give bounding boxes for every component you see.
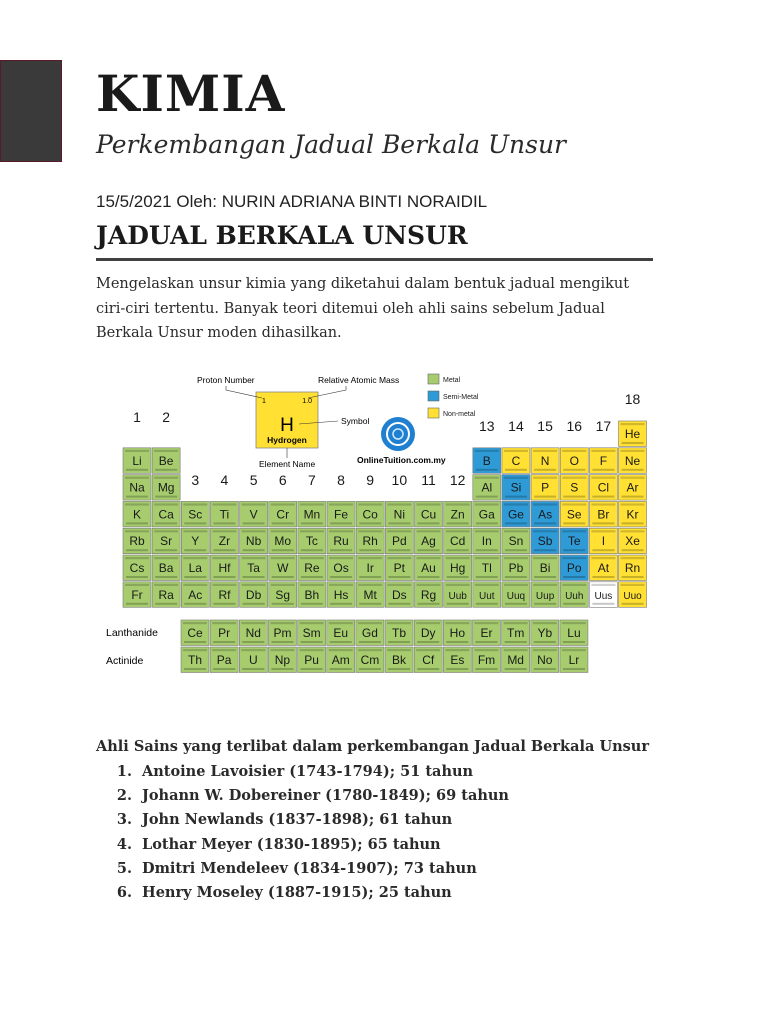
- svg-text:Lu: Lu: [567, 626, 581, 640]
- element-cell-tc: [298, 528, 326, 554]
- element-cells: [123, 421, 647, 607]
- svg-text:Ba: Ba: [158, 561, 174, 575]
- group-label-12: 12: [449, 472, 466, 488]
- svg-text:Fe: Fe: [334, 507, 349, 522]
- svg-text:Mo: Mo: [274, 534, 292, 549]
- svg-text:In: In: [481, 534, 492, 549]
- svg-text:Tl: Tl: [481, 561, 492, 575]
- element-cell-ag: [415, 528, 443, 554]
- element-cell-at: [589, 555, 617, 581]
- element-cell-sb: [531, 528, 559, 554]
- scientists-list: [96, 761, 509, 906]
- element-cell-te: [560, 528, 588, 554]
- element-cell-es: [443, 647, 471, 673]
- key-label-symbol: Symbol: [341, 416, 370, 426]
- svg-text:Nd: Nd: [245, 626, 261, 640]
- svg-text:Te: Te: [567, 534, 581, 549]
- svg-text:O: O: [569, 453, 579, 468]
- svg-text:Pu: Pu: [304, 653, 319, 667]
- intro-paragraph: Mengelaskan unsur kimia yang diketahui dalam bentuk jadual mengikut ciri-ciri tertentu. Banyak teori ditemui oleh ahli sains sebelum Jadual Berkala Unsur moden dihasilkan.: [96, 276, 630, 341]
- group-label-17: 17: [595, 418, 612, 434]
- svg-text:Bk: Bk: [392, 653, 407, 667]
- svg-text:Re: Re: [304, 561, 320, 575]
- lanthanide-label: Lanthanide: [106, 627, 158, 639]
- group-label-9: 9: [366, 472, 375, 488]
- svg-text:Np: Np: [274, 653, 291, 667]
- group-label-5: 5: [249, 472, 258, 488]
- svg-text:Eu: Eu: [333, 626, 349, 640]
- element-cell-si: [502, 475, 530, 501]
- element-cell-ce: [181, 620, 209, 646]
- svg-text:F: F: [599, 453, 608, 468]
- svg-text:Sn: Sn: [508, 534, 524, 549]
- element-cell-tb: [385, 620, 413, 646]
- element-cell-hg: [444, 555, 472, 581]
- svg-text:Pr: Pr: [218, 626, 231, 640]
- periodic-table-figure: [96, 366, 656, 684]
- actinide-label: Actinide: [106, 655, 144, 667]
- svg-text:He: He: [624, 427, 641, 441]
- svg-text:Ti: Ti: [219, 507, 230, 522]
- element-cell-y: [181, 528, 209, 554]
- element-cell-ta: [240, 555, 268, 581]
- svg-text:Na: Na: [129, 480, 145, 495]
- key-label-atomic-mass: Relative Atomic Mass: [318, 375, 400, 385]
- element-cell-bi: [531, 555, 559, 581]
- page-subtitle: Perkembangan Jadual Berkala Unsur: [96, 130, 567, 159]
- svg-text:Pb: Pb: [508, 561, 524, 575]
- svg-text:Ce: Ce: [187, 626, 203, 640]
- svg-text:At: At: [597, 561, 610, 575]
- svg-text:Am: Am: [331, 653, 350, 667]
- svg-text:Ac: Ac: [188, 587, 203, 602]
- element-cell-cr: [269, 501, 297, 527]
- element-cell-o: [560, 448, 588, 474]
- element-cell-mn: [298, 501, 326, 527]
- group-label-10: 10: [391, 472, 408, 488]
- element-cell-al: [473, 475, 501, 501]
- svg-text:Ra: Ra: [158, 587, 174, 602]
- onlinetuition-logo-icon: [381, 417, 415, 451]
- svg-text:Y: Y: [191, 534, 200, 549]
- svg-text:P: P: [541, 480, 550, 495]
- scientists-list-title: Ahli Sains yang terlibat dalam perkembangan Jadual Berkala Unsur: [96, 738, 649, 755]
- svg-text:Ar: Ar: [626, 480, 639, 495]
- group-label-7: 7: [308, 472, 316, 488]
- list-item: 2. Johann W. Dobereiner (1780-1849); 69 tahun: [116, 787, 509, 805]
- svg-text:N: N: [540, 453, 550, 468]
- element-cell-fr: [123, 582, 151, 608]
- element-cell-xe: [619, 528, 647, 554]
- svg-text:Ne: Ne: [624, 453, 641, 468]
- list-item: 4. Lothar Meyer (1830-1895); 65 tahun: [116, 835, 441, 853]
- element-cell-pb: [502, 555, 530, 581]
- element-cell-bk: [385, 647, 413, 673]
- element-cell-md: [502, 647, 530, 673]
- element-cell-bh: [298, 582, 326, 608]
- f-block-cells: [181, 620, 588, 673]
- element-cell-th: [181, 647, 209, 673]
- element-cell-as: [531, 501, 559, 527]
- element-cell-uub: [444, 582, 472, 608]
- element-cell-tm: [502, 620, 530, 646]
- element-cell-nd: [239, 620, 267, 646]
- element-cell-po: [560, 555, 588, 581]
- svg-text:Er: Er: [480, 626, 493, 640]
- element-cell-pr: [210, 620, 238, 646]
- legend-item-non-metal: [428, 408, 476, 418]
- svg-text:Au: Au: [421, 561, 436, 575]
- element-cell-ti: [210, 501, 238, 527]
- svg-text:Bh: Bh: [304, 587, 320, 602]
- svg-text:Cd: Cd: [449, 534, 466, 549]
- element-cell-dy: [414, 620, 442, 646]
- svg-text:Zn: Zn: [450, 507, 465, 522]
- svg-text:Cf: Cf: [422, 653, 435, 667]
- element-cell-hs: [327, 582, 355, 608]
- svg-text:Hf: Hf: [218, 561, 231, 575]
- svg-text:Fr: Fr: [131, 587, 143, 602]
- element-cell-pd: [385, 528, 413, 554]
- element-cell-cd: [444, 528, 472, 554]
- element-cell-re: [298, 555, 326, 581]
- element-cell-ni: [385, 501, 413, 527]
- element-cell-sr: [152, 528, 180, 554]
- svg-text:Os: Os: [333, 561, 349, 575]
- element-cell-uuh: [560, 582, 588, 608]
- key-proton-number: 1: [262, 398, 266, 405]
- svg-text:W: W: [277, 561, 289, 575]
- svg-text:K: K: [132, 507, 142, 522]
- element-cell-lr: [560, 647, 588, 673]
- element-cell-cs: [123, 555, 151, 581]
- key-element-name: Hydrogen: [267, 435, 307, 445]
- svg-text:Gd: Gd: [361, 626, 378, 640]
- svg-text:Rf: Rf: [218, 587, 231, 602]
- group-label-1: 1: [133, 409, 141, 425]
- element-cell-ba: [152, 555, 180, 581]
- element-cell-fm: [473, 647, 501, 673]
- svg-text:Metal: Metal: [443, 377, 461, 384]
- element-cell-sc: [181, 501, 209, 527]
- list-item: 1. Antoine Lavoisier (1743-1794); 51 tahun: [116, 763, 474, 780]
- svg-text:Ge: Ge: [507, 507, 524, 522]
- svg-text:Cl: Cl: [597, 480, 610, 495]
- element-cell-cf: [414, 647, 442, 673]
- svg-text:Hs: Hs: [333, 587, 349, 602]
- element-cell-sn: [502, 528, 530, 554]
- svg-text:Ag: Ag: [421, 534, 436, 549]
- svg-text:Ga: Ga: [478, 507, 495, 522]
- section-heading: JADUAL BERKALA UNSUR: [96, 221, 468, 250]
- svg-text:Uup: Uup: [535, 590, 555, 602]
- svg-text:Yb: Yb: [537, 626, 553, 640]
- svg-text:S: S: [570, 480, 579, 495]
- svg-text:As: As: [538, 507, 553, 522]
- svg-text:Sb: Sb: [537, 534, 553, 549]
- element-cell-w: [269, 555, 297, 581]
- element-cell-uuo: [619, 582, 647, 608]
- group-label-3: 3: [191, 472, 200, 488]
- element-cell-ga: [473, 501, 501, 527]
- svg-text:Pa: Pa: [216, 653, 232, 667]
- element-cell-ge: [502, 501, 530, 527]
- svg-text:Pm: Pm: [273, 626, 292, 640]
- list-item: 5. Dmitri Mendeleev (1834-1907); 73 tahun: [116, 859, 477, 877]
- element-cell-lu: [560, 620, 588, 646]
- element-cell-np: [268, 647, 296, 673]
- element-cell-zr: [210, 528, 238, 554]
- element-cell-hf: [210, 555, 238, 581]
- element-cell-p: [531, 475, 559, 501]
- group-label-8: 8: [337, 472, 345, 488]
- element-cell-rg: [415, 582, 443, 608]
- svg-text:La: La: [188, 561, 202, 575]
- group-label-2: 2: [162, 409, 171, 425]
- element-cell-nb: [240, 528, 268, 554]
- element-cell-ru: [327, 528, 355, 554]
- svg-text:Sm: Sm: [302, 626, 321, 640]
- group-label-11: 11: [421, 472, 436, 488]
- decorative-side-block: [0, 60, 62, 162]
- svg-text:Cr: Cr: [276, 507, 290, 522]
- svg-text:Ca: Ca: [158, 507, 174, 522]
- element-cell-tl: [473, 555, 501, 581]
- heading-divider: [96, 258, 653, 261]
- element-cell-k: [123, 501, 151, 527]
- svg-text:V: V: [249, 507, 258, 522]
- element-cell-se: [560, 501, 588, 527]
- svg-text:Tc: Tc: [305, 534, 318, 549]
- element-cell-kr: [619, 501, 647, 527]
- svg-text:I: I: [601, 534, 606, 549]
- element-cell-c: [502, 448, 530, 474]
- element-cell-no: [531, 647, 559, 673]
- element-cell-u: [239, 647, 267, 673]
- element-cell-gd: [356, 620, 384, 646]
- svg-text:Md: Md: [507, 653, 524, 667]
- group-label-16: 16: [566, 418, 583, 434]
- element-cell-ar: [619, 475, 647, 501]
- element-cell-ho: [443, 620, 471, 646]
- element-cell-uut: [473, 582, 501, 608]
- element-cell-uup: [531, 582, 559, 608]
- element-cell-pa: [210, 647, 238, 673]
- svg-text:Nb: Nb: [245, 534, 262, 549]
- element-cell-cl: [589, 475, 617, 501]
- element-cell-i: [589, 528, 617, 554]
- svg-text:Dy: Dy: [420, 626, 436, 640]
- element-cell-he: [619, 421, 647, 447]
- svg-text:Cs: Cs: [129, 561, 145, 575]
- svg-text:Cu: Cu: [420, 507, 437, 522]
- svg-text:Semi-Metal: Semi-Metal: [443, 394, 479, 401]
- svg-text:Br: Br: [597, 507, 610, 522]
- svg-text:Po: Po: [566, 561, 582, 575]
- group-label-13: 13: [479, 418, 495, 434]
- svg-text:Sg: Sg: [275, 587, 291, 602]
- svg-text:No: No: [537, 653, 553, 667]
- element-cell-fe: [327, 501, 355, 527]
- legend-item-metal: [428, 374, 461, 384]
- svg-text:Es: Es: [450, 653, 465, 667]
- key-label-element-name: Element Name: [259, 459, 316, 469]
- element-cell-uus: [589, 582, 617, 608]
- element-cell-la: [181, 555, 209, 581]
- svg-text:Hg: Hg: [449, 561, 466, 575]
- svg-text:Mt: Mt: [363, 587, 377, 602]
- element-cell-yb: [531, 620, 559, 646]
- element-cell-eu: [327, 620, 355, 646]
- element-cell-am: [327, 647, 355, 673]
- svg-text:Kr: Kr: [626, 507, 639, 522]
- element-cell-ir: [356, 555, 384, 581]
- svg-text:Lr: Lr: [568, 653, 580, 667]
- element-cell-v: [240, 501, 268, 527]
- element-cell-au: [415, 555, 443, 581]
- legend-item-semi-metal: [428, 391, 479, 401]
- svg-text:Uuq: Uuq: [506, 590, 526, 602]
- svg-text:Li: Li: [132, 453, 142, 468]
- group-label-6: 6: [278, 472, 287, 488]
- svg-text:Uut: Uut: [479, 590, 495, 602]
- svg-text:Pd: Pd: [392, 534, 407, 549]
- svg-text:Si: Si: [510, 480, 522, 495]
- periodic-table-legend: [428, 374, 479, 418]
- periodic-table-image: [96, 366, 656, 684]
- element-cell-uuq: [502, 582, 530, 608]
- svg-text:Mg: Mg: [157, 480, 175, 495]
- svg-text:Rg: Rg: [420, 587, 437, 602]
- element-cell-ac: [181, 582, 209, 608]
- svg-text:Rh: Rh: [362, 534, 378, 549]
- svg-text:Zr: Zr: [218, 534, 231, 549]
- svg-text:Fm: Fm: [477, 653, 496, 667]
- svg-text:B: B: [482, 453, 491, 468]
- key-label-proton-number: Proton Number: [197, 375, 255, 385]
- element-cell-be: [152, 448, 180, 474]
- svg-text:Sc: Sc: [188, 507, 203, 522]
- element-cell-pm: [268, 620, 296, 646]
- key-symbol: H: [280, 415, 294, 436]
- element-cell-mo: [269, 528, 297, 554]
- element-cell-br: [589, 501, 617, 527]
- element-cell-mg: [152, 475, 180, 501]
- svg-text:Db: Db: [245, 587, 262, 602]
- element-cell-rf: [210, 582, 238, 608]
- element-cell-pu: [298, 647, 326, 673]
- element-cell-sg: [269, 582, 297, 608]
- element-cell-pt: [385, 555, 413, 581]
- svg-text:Uus: Uus: [594, 590, 613, 602]
- element-cell-f: [589, 448, 617, 474]
- svg-text:U: U: [248, 653, 258, 667]
- element-cell-sm: [298, 620, 326, 646]
- svg-text:Sr: Sr: [160, 534, 173, 549]
- element-cell-os: [327, 555, 355, 581]
- svg-text:Pt: Pt: [393, 561, 406, 575]
- element-cell-zn: [444, 501, 472, 527]
- list-item: 3. John Newlands (1837-1898); 61 tahun: [116, 811, 453, 829]
- element-cell-ds: [385, 582, 413, 608]
- svg-text:C: C: [511, 453, 521, 468]
- svg-text:Tm: Tm: [506, 626, 525, 640]
- element-cell-cm: [356, 647, 384, 673]
- svg-text:Cm: Cm: [360, 653, 380, 667]
- svg-text:Ho: Ho: [449, 626, 466, 640]
- element-cell-mt: [356, 582, 384, 608]
- element-cell-cu: [415, 501, 443, 527]
- group-label-15: 15: [537, 418, 553, 434]
- group-label-18: 18: [624, 391, 641, 407]
- svg-text:Uub: Uub: [448, 590, 467, 602]
- svg-text:Uuh: Uuh: [565, 590, 584, 602]
- svg-text:Rn: Rn: [624, 561, 641, 575]
- element-cell-b: [473, 448, 501, 474]
- group-label-4: 4: [220, 472, 229, 488]
- element-cell-rb: [123, 528, 151, 554]
- svg-text:Ta: Ta: [247, 561, 260, 575]
- date-author-line: 15/5/2021 Oleh: NURIN ADRIANA BINTI NORAIDIL: [96, 192, 488, 211]
- svg-text:Se: Se: [566, 507, 582, 522]
- element-cell-co: [356, 501, 384, 527]
- element-cell-db: [240, 582, 268, 608]
- svg-text:Mn: Mn: [303, 507, 321, 522]
- page-title: KIMIA: [96, 64, 286, 123]
- list-item: 6. Henry Moseley (1887-1915); 25 tahun: [116, 883, 452, 901]
- key-atomic-mass: 1.0: [302, 398, 312, 405]
- svg-text:Ds: Ds: [392, 587, 407, 602]
- svg-text:Xe: Xe: [625, 534, 640, 549]
- svg-text:Be: Be: [158, 453, 174, 468]
- svg-text:Ni: Ni: [393, 507, 406, 522]
- element-cell-er: [473, 620, 501, 646]
- svg-text:Tb: Tb: [392, 626, 407, 640]
- element-cell-ne: [619, 448, 647, 474]
- logo-text: OnlineTuition.com.my: [357, 455, 446, 465]
- svg-text:Rb: Rb: [129, 534, 145, 549]
- svg-text:Ir: Ir: [366, 561, 374, 575]
- element-cell-n: [531, 448, 559, 474]
- element-cell-ra: [152, 582, 180, 608]
- group-label-14: 14: [508, 418, 524, 434]
- svg-text:Uuo: Uuo: [623, 590, 642, 602]
- element-cell-na: [123, 475, 151, 501]
- svg-text:Ru: Ru: [333, 534, 349, 549]
- svg-text:Non-metal: Non-metal: [443, 411, 476, 418]
- element-cell-in: [473, 528, 501, 554]
- element-cell-rn: [619, 555, 647, 581]
- element-cell-s: [560, 475, 588, 501]
- svg-text:Co: Co: [362, 507, 378, 522]
- svg-text:Bi: Bi: [539, 561, 551, 575]
- element-cell-ca: [152, 501, 180, 527]
- svg-text:Th: Th: [187, 653, 203, 667]
- element-cell-li: [123, 448, 151, 474]
- svg-text:Al: Al: [481, 480, 493, 495]
- element-cell-rh: [356, 528, 384, 554]
